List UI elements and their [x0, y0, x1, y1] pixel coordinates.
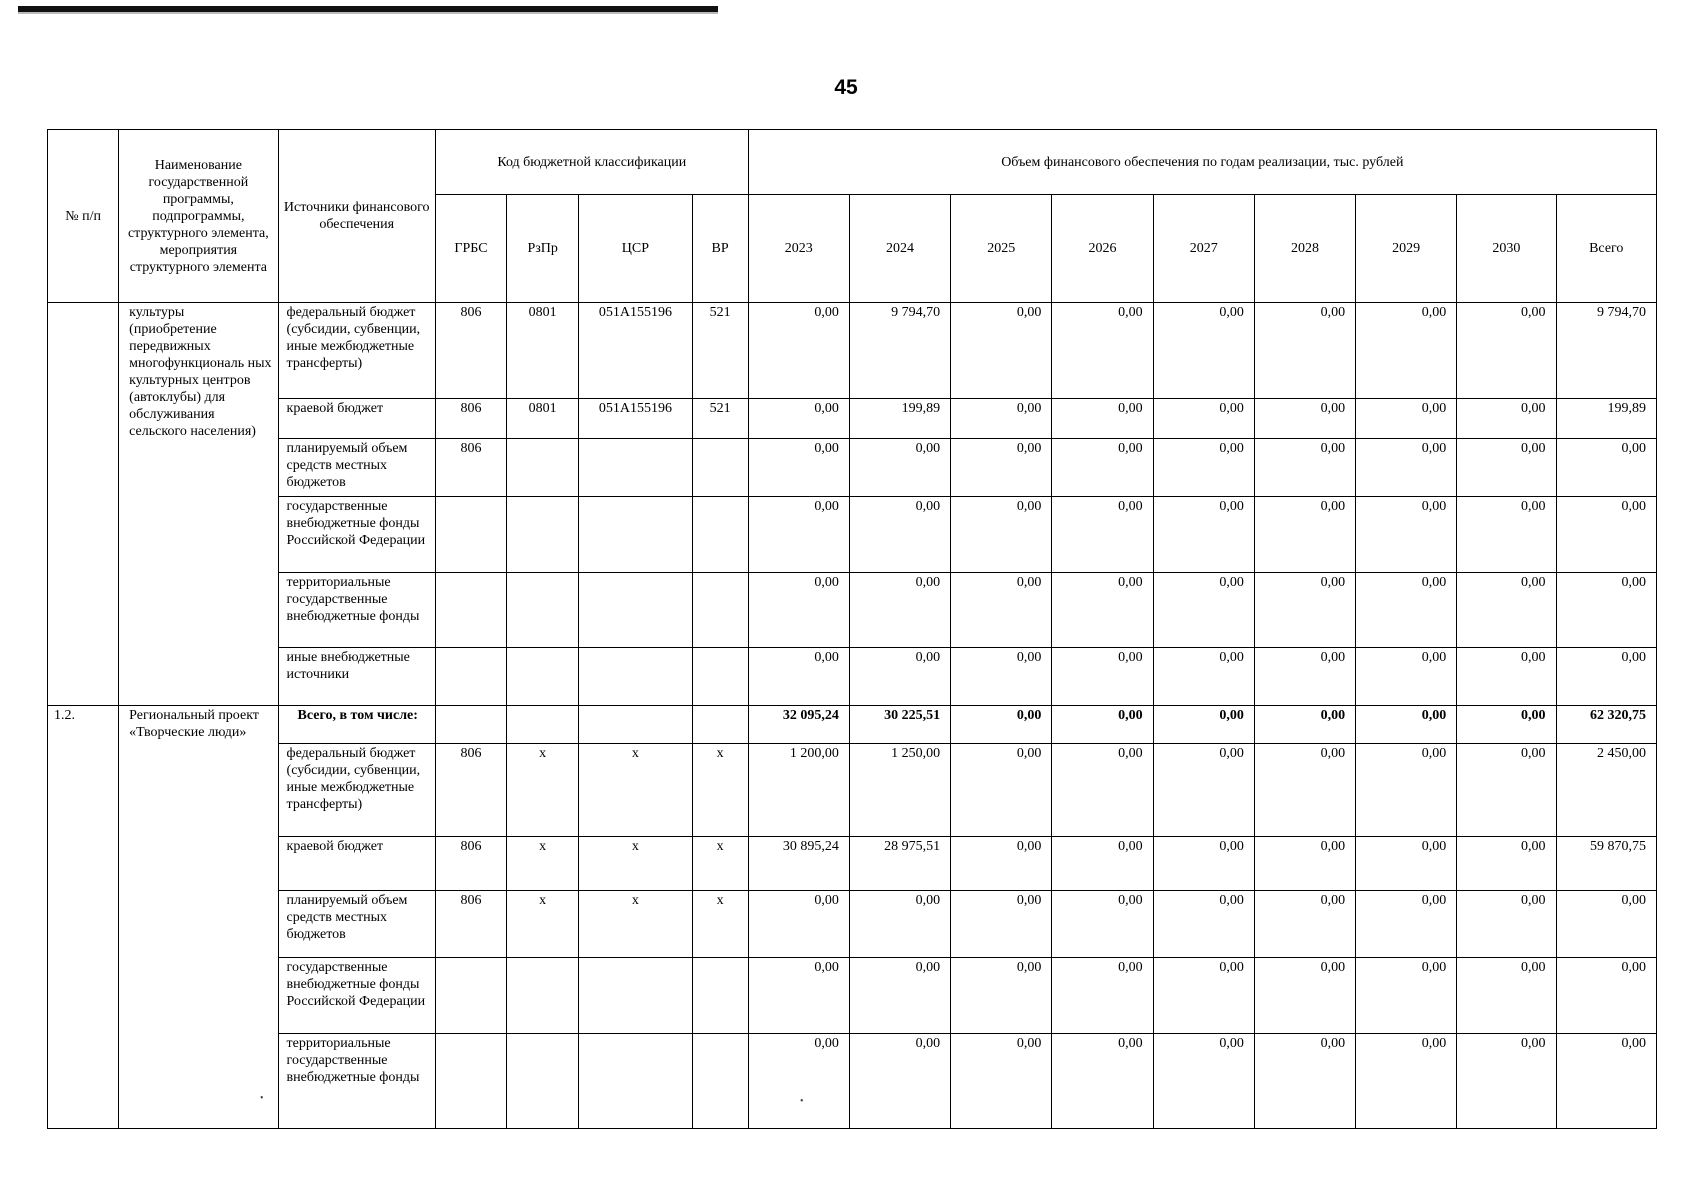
table-row — [48, 648, 1657, 706]
value-year: 0,00 — [1356, 958, 1457, 1034]
value-year: 0,00 — [1457, 891, 1556, 958]
value-year: 0,00 — [1052, 439, 1153, 497]
value-year: 0,00 — [849, 573, 950, 648]
value-year: 0,00 — [1153, 497, 1254, 573]
value-year: 0,00 — [1254, 1034, 1355, 1129]
value-total: 59 870,75 — [1556, 837, 1656, 891]
code-csr — [579, 439, 692, 497]
code-rzpr — [507, 497, 579, 573]
code-grbs — [435, 958, 506, 1034]
value-year: 30 895,24 — [748, 837, 849, 891]
value-year: 0,00 — [1356, 497, 1457, 573]
header-volume-group: Объем финансового обеспечения по годам реализации, тыс. рублей — [748, 130, 1656, 195]
code-vr: 521 — [692, 303, 748, 399]
code-csr — [579, 648, 692, 706]
funding-source: территориальные государственные внебюджетные фонды — [278, 573, 435, 648]
code-rzpr — [507, 439, 579, 497]
header-row-1 — [48, 130, 1657, 195]
value-year: 0,00 — [849, 891, 950, 958]
value-year: 0,00 — [951, 439, 1052, 497]
value-year: 199,89 — [849, 399, 950, 439]
value-year: 0,00 — [1356, 439, 1457, 497]
value-year: 0,00 — [748, 439, 849, 497]
value-year: 0,00 — [1356, 303, 1457, 399]
value-year: 0,00 — [1254, 891, 1355, 958]
value-year: 0,00 — [748, 958, 849, 1034]
funding-source: федеральный бюджет (субсидии, субвенции, иные межбюджетные трансферты) — [278, 303, 435, 399]
header-year: 2028 — [1254, 195, 1355, 303]
value-year: 0,00 — [951, 744, 1052, 837]
value-year: 0,00 — [1254, 303, 1355, 399]
code-csr: x — [579, 837, 692, 891]
header-total: Всего — [1556, 195, 1656, 303]
header-year: 2024 — [849, 195, 950, 303]
code-vr — [692, 648, 748, 706]
value-year: 28 975,51 — [849, 837, 950, 891]
code-rzpr: 0801 — [507, 303, 579, 399]
financing-table — [47, 129, 1657, 1129]
value-year: 0,00 — [951, 303, 1052, 399]
value-year: 0,00 — [1356, 706, 1457, 744]
funding-source: краевой бюджет — [278, 837, 435, 891]
value-year: 0,00 — [1356, 744, 1457, 837]
value-year: 0,00 — [1153, 706, 1254, 744]
value-year: 0,00 — [1153, 891, 1254, 958]
code-rzpr — [507, 573, 579, 648]
row-number: 1.2. — [48, 706, 119, 1129]
financing-table-wrapper — [47, 129, 1657, 1129]
value-year: 0,00 — [1457, 399, 1556, 439]
value-year: 0,00 — [1254, 958, 1355, 1034]
header-year: 2030 — [1457, 195, 1556, 303]
code-vr — [692, 706, 748, 744]
value-year: 1 250,00 — [849, 744, 950, 837]
value-total: 0,00 — [1556, 439, 1656, 497]
value-year: 0,00 — [1457, 744, 1556, 837]
value-year: 0,00 — [849, 648, 950, 706]
value-year: 30 225,51 — [849, 706, 950, 744]
table-row — [48, 497, 1657, 573]
value-year: 0,00 — [1457, 648, 1556, 706]
table-row — [48, 891, 1657, 958]
value-year: 0,00 — [1254, 497, 1355, 573]
code-vr: 521 — [692, 399, 748, 439]
table-row — [48, 1034, 1657, 1129]
code-vr — [692, 439, 748, 497]
code-grbs: 806 — [435, 837, 506, 891]
code-csr — [579, 573, 692, 648]
top-rule-shadow — [18, 12, 718, 14]
code-vr: x — [692, 744, 748, 837]
header-rzpr: РзПр — [507, 195, 579, 303]
value-year: 0,00 — [1356, 891, 1457, 958]
code-csr — [579, 1034, 692, 1129]
value-year: 0,00 — [1254, 648, 1355, 706]
value-year: 0,00 — [1356, 837, 1457, 891]
value-year: 0,00 — [748, 891, 849, 958]
value-year: 0,00 — [1457, 706, 1556, 744]
table-row — [48, 744, 1657, 837]
code-grbs: 806 — [435, 744, 506, 837]
value-year: 0,00 — [951, 648, 1052, 706]
value-year: 0,00 — [1254, 399, 1355, 439]
code-csr: x — [579, 744, 692, 837]
value-year: 0,00 — [748, 648, 849, 706]
header-year: 2023 — [748, 195, 849, 303]
value-year: 0,00 — [1457, 958, 1556, 1034]
funding-source: государственные внебюджетные фонды Российской Федерации — [278, 958, 435, 1034]
code-grbs: 806 — [435, 399, 506, 439]
value-year: 0,00 — [1153, 303, 1254, 399]
row-number — [48, 303, 119, 706]
value-year: 0,00 — [951, 706, 1052, 744]
table-row — [48, 439, 1657, 497]
funding-source: государственные внебюджетные фонды Российской Федерации — [278, 497, 435, 573]
value-total: 0,00 — [1556, 1034, 1656, 1129]
value-year: 0,00 — [1254, 439, 1355, 497]
code-grbs: 806 — [435, 439, 506, 497]
value-year: 0,00 — [1052, 573, 1153, 648]
value-total: 0,00 — [1556, 891, 1656, 958]
code-grbs: 806 — [435, 303, 506, 399]
code-vr — [692, 497, 748, 573]
funding-source: иные внебюджетные источники — [278, 648, 435, 706]
header-year: 2027 — [1153, 195, 1254, 303]
value-year: 0,00 — [1153, 573, 1254, 648]
value-total: 0,00 — [1556, 573, 1656, 648]
value-year: 0,00 — [1052, 706, 1153, 744]
value-year: 0,00 — [1457, 303, 1556, 399]
code-vr: x — [692, 837, 748, 891]
value-total: 2 450,00 — [1556, 744, 1656, 837]
value-year: 0,00 — [1153, 837, 1254, 891]
header-budget-code-group: Код бюджетной классификации — [435, 130, 748, 195]
value-year: 32 095,24 — [748, 706, 849, 744]
code-rzpr: x — [507, 891, 579, 958]
value-year: 0,00 — [1052, 837, 1153, 891]
code-rzpr — [507, 648, 579, 706]
header-vr: ВР — [692, 195, 748, 303]
table-body — [48, 303, 1657, 1129]
header-name: Наименование государственной программы, подпрограммы, структурного элемента, мероприятия структурного элемента — [119, 130, 278, 303]
value-year: 0,00 — [748, 1034, 849, 1129]
value-year: 0,00 — [1153, 1034, 1254, 1129]
code-csr — [579, 706, 692, 744]
value-year: 0,00 — [1457, 573, 1556, 648]
table-row — [48, 706, 1657, 744]
value-year: 0,00 — [849, 958, 950, 1034]
value-year: 0,00 — [1052, 744, 1153, 837]
value-year: 0,00 — [951, 837, 1052, 891]
code-vr: x — [692, 891, 748, 958]
value-year: 0,00 — [1052, 399, 1153, 439]
code-rzpr: x — [507, 744, 579, 837]
header-csr: ЦСР — [579, 195, 692, 303]
header-sources: Источники финансового обеспечения — [278, 130, 435, 303]
code-rzpr — [507, 958, 579, 1034]
funding-source: краевой бюджет — [278, 399, 435, 439]
value-year: 0,00 — [1153, 958, 1254, 1034]
code-grbs — [435, 497, 506, 573]
value-year: 9 794,70 — [849, 303, 950, 399]
value-year: 0,00 — [849, 439, 950, 497]
value-year: 0,00 — [951, 891, 1052, 958]
value-year: 1 200,00 — [748, 744, 849, 837]
code-grbs — [435, 573, 506, 648]
value-year: 0,00 — [1153, 744, 1254, 837]
code-grbs — [435, 648, 506, 706]
code-grbs — [435, 1034, 506, 1129]
table-row — [48, 399, 1657, 439]
code-vr — [692, 958, 748, 1034]
value-year: 0,00 — [1254, 837, 1355, 891]
value-year: 0,00 — [1356, 573, 1457, 648]
value-year: 0,00 — [1457, 1034, 1556, 1129]
value-year: 0,00 — [748, 497, 849, 573]
header-year: 2025 — [951, 195, 1052, 303]
table-row — [48, 837, 1657, 891]
header-grbs: ГРБС — [435, 195, 506, 303]
value-year: 0,00 — [951, 399, 1052, 439]
value-year: 0,00 — [1052, 497, 1153, 573]
value-year: 0,00 — [748, 303, 849, 399]
code-vr — [692, 573, 748, 648]
table-row — [48, 303, 1657, 399]
code-rzpr: 0801 — [507, 399, 579, 439]
value-total: 62 320,75 — [1556, 706, 1656, 744]
value-total: 0,00 — [1556, 958, 1656, 1034]
value-year: 0,00 — [849, 1034, 950, 1129]
value-year: 0,00 — [849, 497, 950, 573]
value-year: 0,00 — [1254, 706, 1355, 744]
scan-mark: • — [800, 1096, 804, 1107]
value-year: 0,00 — [1356, 1034, 1457, 1129]
value-year: 0,00 — [1254, 744, 1355, 837]
header-num: № п/п — [48, 130, 119, 303]
code-rzpr — [507, 706, 579, 744]
funding-source: территориальные государственные внебюджетные фонды — [278, 1034, 435, 1129]
code-vr — [692, 1034, 748, 1129]
code-grbs — [435, 706, 506, 744]
code-csr: x — [579, 891, 692, 958]
value-year: 0,00 — [1356, 648, 1457, 706]
scan-mark: • — [260, 1093, 264, 1104]
value-year: 0,00 — [1457, 837, 1556, 891]
table-row — [48, 573, 1657, 648]
page-number: 45 — [834, 76, 858, 99]
code-grbs: 806 — [435, 891, 506, 958]
value-year: 0,00 — [1153, 648, 1254, 706]
value-year: 0,00 — [1153, 399, 1254, 439]
value-year: 0,00 — [1052, 891, 1153, 958]
value-year: 0,00 — [951, 497, 1052, 573]
code-csr: 051A155196 — [579, 399, 692, 439]
value-total: 0,00 — [1556, 497, 1656, 573]
header-year: 2026 — [1052, 195, 1153, 303]
code-csr — [579, 958, 692, 1034]
value-total: 9 794,70 — [1556, 303, 1656, 399]
value-year: 0,00 — [1052, 1034, 1153, 1129]
funding-source: планируемый объем средств местных бюджетов — [278, 891, 435, 958]
value-year: 0,00 — [748, 399, 849, 439]
program-name: культуры (приобретение передвижных многофункциональ ных культурных центров (автоклубы) для обслуживания сельского населения) — [119, 303, 278, 706]
value-year: 0,00 — [951, 958, 1052, 1034]
value-year: 0,00 — [1052, 958, 1153, 1034]
value-year: 0,00 — [951, 573, 1052, 648]
code-rzpr — [507, 1034, 579, 1129]
funding-source: Всего, в том числе: — [278, 706, 435, 744]
value-total: 0,00 — [1556, 648, 1656, 706]
value-year: 0,00 — [1457, 439, 1556, 497]
value-year: 0,00 — [1457, 497, 1556, 573]
value-year: 0,00 — [748, 573, 849, 648]
program-name: Региональный проект «Творческие люди» — [119, 706, 278, 1129]
value-year: 0,00 — [1153, 439, 1254, 497]
funding-source: планируемый объем средств местных бюджетов — [278, 439, 435, 497]
value-year: 0,00 — [951, 1034, 1052, 1129]
code-csr: 051A155196 — [579, 303, 692, 399]
funding-source: федеральный бюджет (субсидии, субвенции, иные межбюджетные трансферты) — [278, 744, 435, 837]
code-csr — [579, 497, 692, 573]
value-year: 0,00 — [1356, 399, 1457, 439]
value-total: 199,89 — [1556, 399, 1656, 439]
header-year: 2029 — [1356, 195, 1457, 303]
value-year: 0,00 — [1052, 303, 1153, 399]
value-year: 0,00 — [1254, 573, 1355, 648]
table-row — [48, 958, 1657, 1034]
value-year: 0,00 — [1052, 648, 1153, 706]
code-rzpr: x — [507, 837, 579, 891]
